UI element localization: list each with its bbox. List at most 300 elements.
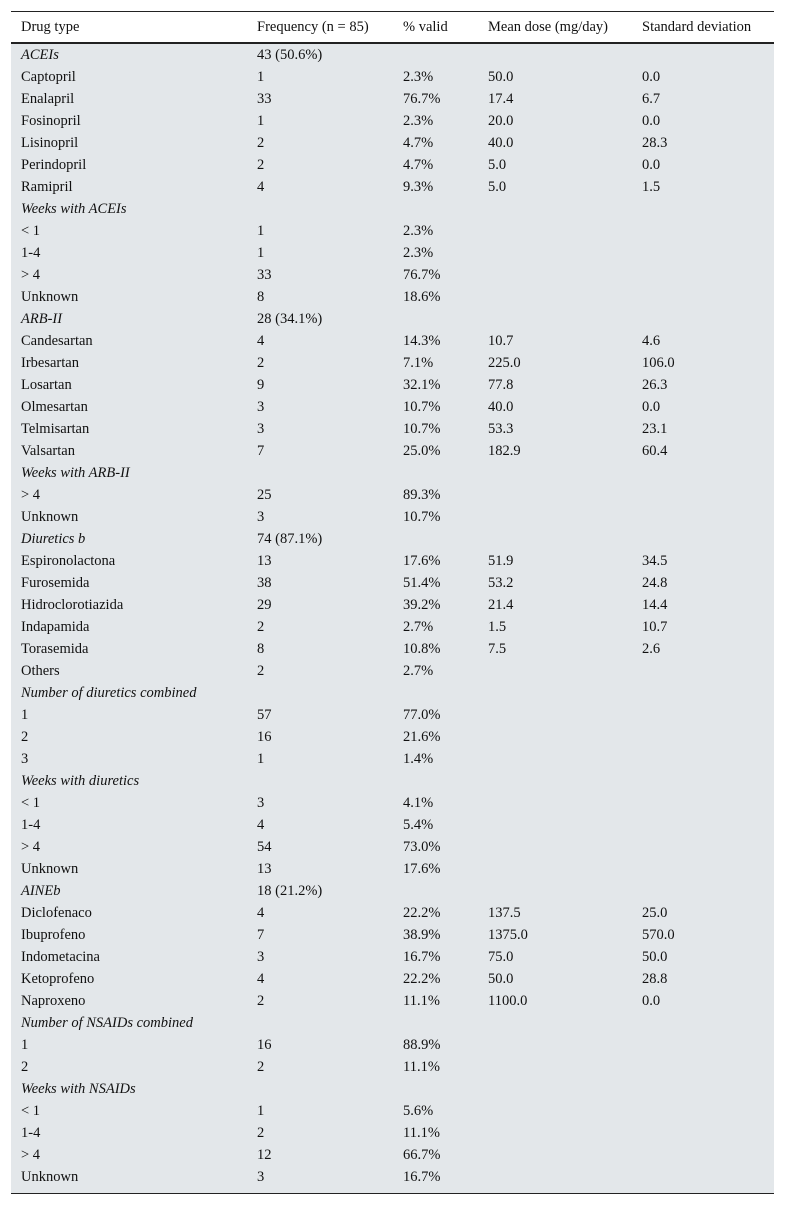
frequency-cell: 3 [257,949,265,965]
standard-deviation-cell: 26.3 [642,377,668,393]
standard-deviation-cell [632,43,774,66]
drug-type-cell: Candesartan [21,333,93,349]
table-row [11,990,774,1012]
drug-type-cell: Furosemida [21,575,90,591]
standard-deviation-cell [632,792,774,814]
table-row [11,352,774,374]
mean-dose-cell [478,814,632,836]
percent-valid-cell: 21.6% [403,729,441,745]
mean-dose-cell: 21.4 [488,597,514,613]
section-label: Number of NSAIDs combined [21,1015,193,1031]
percent-valid-cell: 38.9% [403,927,441,943]
mean-dose-cell [478,792,632,814]
standard-deviation-cell [632,748,774,770]
drug-type-cell: > 4 [21,1147,41,1163]
section-row [11,308,774,330]
frequency-cell: 4 [257,179,265,195]
frequency-cell [247,770,393,792]
percent-valid-cell: 76.7% [403,91,441,107]
frequency-cell: 8 [257,641,265,657]
frequency-cell: 2 [257,157,265,173]
frequency-cell: 2 [257,1125,265,1141]
mean-dose-cell: 182.9 [488,443,521,459]
table-row [11,66,774,88]
standard-deviation-cell: 1.5 [642,179,661,195]
mean-dose-cell [478,484,632,506]
table-row [11,1166,774,1194]
standard-deviation-cell: 0.0 [642,157,661,173]
frequency-cell: 3 [257,795,265,811]
drug-type-cell: Espironolactona [21,553,116,569]
percent-valid-cell: 17.6% [403,553,441,569]
drug-table-container [11,11,774,1194]
frequency-cell: 2 [257,619,265,635]
mean-dose-cell [478,1078,632,1100]
frequency-cell [247,198,393,220]
table-row [11,1144,774,1166]
table-row [11,726,774,748]
percent-valid-cell: 32.1% [403,377,441,393]
mean-dose-cell [478,660,632,682]
mean-dose-cell [478,858,632,880]
frequency-cell: 1 [257,69,265,85]
percent-valid-cell: 10.8% [403,641,441,657]
section-label: Diuretics b [21,531,86,547]
standard-deviation-cell [632,484,774,506]
standard-deviation-cell [632,1100,774,1122]
frequency-cell: 2 [257,355,265,371]
percent-valid-cell: 4.7% [403,135,434,151]
drug-type-cell: Enalapril [21,91,75,107]
standard-deviation-cell: 60.4 [642,443,668,459]
table-row [11,286,774,308]
header-frequency: Frequency (n = 85) [247,12,393,44]
percent-valid-cell [393,770,478,792]
percent-valid-cell: 39.2% [403,597,441,613]
percent-valid-cell: 7.1% [403,355,434,371]
standard-deviation-cell [632,836,774,858]
table-row [11,1056,774,1078]
table-row [11,176,774,198]
section-label: Weeks with diuretics [21,773,140,789]
drug-type-cell: > 4 [21,487,41,503]
frequency-cell: 16 [257,729,272,745]
mean-dose-cell [478,198,632,220]
frequency-cell: 57 [257,707,272,723]
percent-valid-cell: 11.1% [403,993,440,1009]
drug-type-cell: Ketoprofeno [21,971,95,987]
percent-valid-cell: 22.2% [403,905,441,921]
drug-type-cell: 1-4 [21,817,41,833]
table-row [11,550,774,572]
frequency-cell: 43 (50.6%) [257,47,323,63]
section-label: ARB-II [21,311,63,327]
standard-deviation-cell: 570.0 [642,927,675,943]
frequency-cell: 29 [257,597,272,613]
section-row [11,880,774,902]
drug-type-cell: > 4 [21,839,41,855]
mean-dose-cell [478,836,632,858]
mean-dose-cell: 75.0 [488,949,514,965]
drug-type-cell: Unknown [21,509,79,525]
standard-deviation-cell: 0.0 [642,993,661,1009]
mean-dose-cell: 77.8 [488,377,514,393]
drug-type-cell: Captopril [21,69,76,85]
mean-dose-cell: 7.5 [488,641,507,657]
frequency-cell: 3 [247,1166,393,1194]
frequency-cell: 16 [257,1037,272,1053]
standard-deviation-cell: 0.0 [642,113,661,129]
mean-dose-cell: 51.9 [488,553,514,569]
mean-dose-cell [478,1166,632,1194]
mean-dose-cell [478,506,632,528]
table-row [11,968,774,990]
header-percent-valid: % valid [393,12,478,44]
mean-dose-cell: 1100.0 [488,993,528,1009]
drug-type-cell: Hidroclorotiazida [21,597,124,613]
frequency-cell: 33 [257,91,272,107]
frequency-cell: 28 (34.1%) [257,311,323,327]
mean-dose-cell [478,462,632,484]
frequency-cell: 1 [257,751,265,767]
standard-deviation-cell [632,286,774,308]
mean-dose-cell [478,748,632,770]
section-row [11,528,774,550]
percent-valid-cell: 73.0% [403,839,441,855]
table-row [11,792,774,814]
frequency-cell: 3 [257,509,265,525]
frequency-cell: 4 [257,905,265,921]
percent-valid-cell: 14.3% [403,333,441,349]
percent-valid-cell: 2.3% [403,223,434,239]
drug-type-cell: Unknown [11,1166,247,1194]
drug-type-cell: Indometacina [21,949,100,965]
frequency-cell: 1 [257,223,265,239]
frequency-cell [247,1078,393,1100]
frequency-cell: 74 (87.1%) [257,531,323,547]
drug-type-cell: 1-4 [21,1125,41,1141]
standard-deviation-cell: 10.7 [642,619,668,635]
section-row [11,1078,774,1100]
table-row [11,418,774,440]
frequency-cell [247,462,393,484]
section-label: Number of diuretics combined [21,685,197,701]
section-label: Weeks with NSAIDs [21,1081,136,1097]
drug-type-cell: Olmesartan [21,399,88,415]
mean-dose-cell [478,1122,632,1144]
drug-type-cell: < 1 [21,1103,41,1119]
percent-valid-cell: 51.4% [403,575,441,591]
percent-valid-cell: 2.3% [403,113,434,129]
percent-valid-cell [393,308,478,330]
table-row [11,264,774,286]
drug-type-cell: Naproxeno [21,993,86,1009]
section-row [11,770,774,792]
drug-type-cell: Ibuprofeno [21,927,86,943]
table-row [11,924,774,946]
header-mean-dose: Mean dose (mg/day) [478,12,632,44]
percent-valid-cell: 2.3% [403,69,434,85]
mean-dose-cell: 20.0 [488,113,514,129]
drug-type-cell: Unknown [21,289,79,305]
frequency-cell: 7 [257,927,265,943]
frequency-cell: 2 [257,1059,265,1075]
section-label: Weeks with ARB-II [21,465,130,481]
drug-type-cell: Valsartan [21,443,75,459]
section-label: AINEb [21,883,61,899]
table-row [11,704,774,726]
standard-deviation-cell [632,770,774,792]
percent-valid-cell: 1.4% [403,751,434,767]
mean-dose-cell: 5.0 [488,179,507,195]
standard-deviation-cell: 6.7 [642,91,661,107]
drug-type-cell: 2 [21,1059,29,1075]
drug-type-cell: Telmisartan [21,421,90,437]
frequency-cell: 25 [257,487,272,503]
standard-deviation-cell [632,308,774,330]
table-row [11,638,774,660]
table-row [11,902,774,924]
percent-valid-cell: 17.6% [403,861,441,877]
mean-dose-cell: 225.0 [488,355,521,371]
mean-dose-cell [478,43,632,66]
drug-type-cell: < 1 [21,223,41,239]
table-row [11,1100,774,1122]
standard-deviation-cell [632,1144,774,1166]
mean-dose-cell [478,1056,632,1078]
drug-type-cell: Unknown [21,861,79,877]
percent-valid-cell: 76.7% [403,267,441,283]
percent-valid-cell [393,528,478,550]
table-row [11,858,774,880]
standard-deviation-cell: 34.5 [642,553,668,569]
frequency-cell: 33 [257,267,272,283]
frequency-cell: 12 [257,1147,272,1163]
percent-valid-cell [393,1012,478,1034]
mean-dose-cell [478,264,632,286]
drug-type-cell: Losartan [21,377,72,393]
standard-deviation-cell [632,1122,774,1144]
table-row [11,330,774,352]
table-body [11,43,774,1194]
mean-dose-cell: 50.0 [488,971,514,987]
frequency-cell: 2 [257,663,265,679]
drug-type-cell: Perindopril [21,157,87,173]
table-row [11,440,774,462]
header-row [11,12,774,44]
mean-dose-cell: 1.5 [488,619,507,635]
drug-type-cell: > 4 [21,267,41,283]
table-row [11,484,774,506]
standard-deviation-cell [632,704,774,726]
percent-valid-cell [393,682,478,704]
mean-dose-cell: 1375.0 [488,927,528,943]
standard-deviation-cell: 25.0 [642,905,668,921]
drug-type-cell: 1-4 [21,245,41,261]
standard-deviation-cell [632,264,774,286]
frequency-cell: 3 [257,421,265,437]
header-standard-deviation: Standard deviation [632,12,774,44]
percent-valid-cell: 22.2% [403,971,441,987]
percent-valid-cell: 77.0% [403,707,441,723]
standard-deviation-cell: 0.0 [642,399,661,415]
frequency-cell: 4 [257,333,265,349]
mean-dose-cell: 50.0 [488,69,514,85]
percent-valid-cell: 11.1% [403,1059,440,1075]
frequency-cell: 13 [257,861,272,877]
drug-type-cell: Others [21,663,60,679]
percent-valid-cell: 88.9% [403,1037,441,1053]
frequency-cell: 1 [257,1103,265,1119]
mean-dose-cell [478,1012,632,1034]
mean-dose-cell: 5.0 [488,157,507,173]
standard-deviation-cell [632,682,774,704]
standard-deviation-cell: 28.3 [642,135,668,151]
percent-valid-cell: 4.1% [403,795,434,811]
percent-valid-cell [393,1078,478,1100]
frequency-cell [247,682,393,704]
table-row [11,110,774,132]
standard-deviation-cell: 0.0 [642,69,661,85]
percent-valid-cell [393,43,478,66]
frequency-cell: 1 [257,245,265,261]
standard-deviation-cell: 24.8 [642,575,668,591]
frequency-cell: 54 [257,839,272,855]
drug-type-cell: Fosinopril [21,113,81,129]
frequency-cell: 13 [257,553,272,569]
percent-valid-cell: 5.6% [403,1103,434,1119]
standard-deviation-cell [632,198,774,220]
section-row [11,462,774,484]
drug-type-cell: Ramipril [21,179,73,195]
table-row [11,1122,774,1144]
section-row [11,198,774,220]
mean-dose-cell: 17.4 [488,91,514,107]
percent-valid-cell: 10.7% [403,509,441,525]
frequency-cell: 2 [257,993,265,1009]
drug-table [11,11,774,1194]
standard-deviation-cell [632,660,774,682]
frequency-cell: 8 [257,289,265,305]
mean-dose-cell [478,220,632,242]
table-row [11,132,774,154]
drug-type-cell: Torasemida [21,641,89,657]
mean-dose-cell [478,726,632,748]
standard-deviation-cell: 4.6 [642,333,661,349]
table-row [11,748,774,770]
standard-deviation-cell [632,858,774,880]
standard-deviation-cell: 23.1 [642,421,668,437]
percent-valid-cell: 18.6% [403,289,441,305]
mean-dose-cell: 137.5 [488,905,521,921]
standard-deviation-cell [632,1056,774,1078]
frequency-cell: 4 [257,971,265,987]
frequency-cell: 1 [257,113,265,129]
percent-valid-cell: 66.7% [403,1147,441,1163]
standard-deviation-cell [632,1012,774,1034]
percent-valid-cell: 9.3% [403,179,434,195]
table-row [11,506,774,528]
percent-valid-cell: 4.7% [403,157,434,173]
drug-type-cell: 1 [21,1037,29,1053]
standard-deviation-cell: 50.0 [642,949,668,965]
table-row [11,88,774,110]
mean-dose-cell: 53.2 [488,575,514,591]
standard-deviation-cell [632,528,774,550]
mean-dose-cell: 53.3 [488,421,514,437]
mean-dose-cell [478,242,632,264]
percent-valid-cell: 16.7% [393,1166,478,1194]
table-row [11,616,774,638]
standard-deviation-cell [632,462,774,484]
header-drug-type: Drug type [11,12,247,44]
percent-valid-cell: 2.3% [403,245,434,261]
standard-deviation-cell [632,880,774,902]
standard-deviation-cell: 2.6 [642,641,661,657]
percent-valid-cell: 2.7% [403,663,434,679]
drug-type-cell: 1 [21,707,29,723]
frequency-cell: 9 [257,377,265,393]
drug-type-cell: 2 [21,729,29,745]
percent-valid-cell: 5.4% [403,817,434,833]
percent-valid-cell: 25.0% [403,443,441,459]
standard-deviation-cell [632,220,774,242]
percent-valid-cell: 16.7% [403,949,441,965]
drug-type-cell: Diclofenaco [21,905,92,921]
drug-type-cell: < 1 [21,795,41,811]
standard-deviation-cell: 106.0 [642,355,675,371]
table-row [11,154,774,176]
percent-valid-cell: 89.3% [403,487,441,503]
section-row [11,1012,774,1034]
standard-deviation-cell [632,1166,774,1194]
mean-dose-cell [478,880,632,902]
table-row [11,220,774,242]
percent-valid-cell: 10.7% [403,399,441,415]
table-row [11,814,774,836]
frequency-cell: 18 (21.2%) [257,883,323,899]
table-row [11,242,774,264]
section-label: Weeks with ACEIs [21,201,127,217]
mean-dose-cell: 40.0 [488,135,514,151]
standard-deviation-cell [632,1078,774,1100]
percent-valid-cell: 2.7% [403,619,434,635]
table-row [11,396,774,418]
table-row [11,946,774,968]
standard-deviation-cell: 14.4 [642,597,668,613]
section-label: ACEIs [21,47,59,63]
percent-valid-cell [393,198,478,220]
mean-dose-cell [478,1100,632,1122]
standard-deviation-cell [632,726,774,748]
standard-deviation-cell [632,814,774,836]
mean-dose-cell [478,704,632,726]
percent-valid-cell: 10.7% [403,421,441,437]
table-row [11,594,774,616]
frequency-cell: 2 [257,135,265,151]
percent-valid-cell [393,880,478,902]
section-row [11,43,774,66]
mean-dose-cell [478,286,632,308]
mean-dose-cell [478,682,632,704]
mean-dose-cell [478,1144,632,1166]
drug-type-cell: Irbesartan [21,355,79,371]
table-row [11,374,774,396]
frequency-cell: 7 [257,443,265,459]
table-header [11,12,774,44]
drug-type-cell: 3 [21,751,29,767]
percent-valid-cell: 11.1% [403,1125,440,1141]
